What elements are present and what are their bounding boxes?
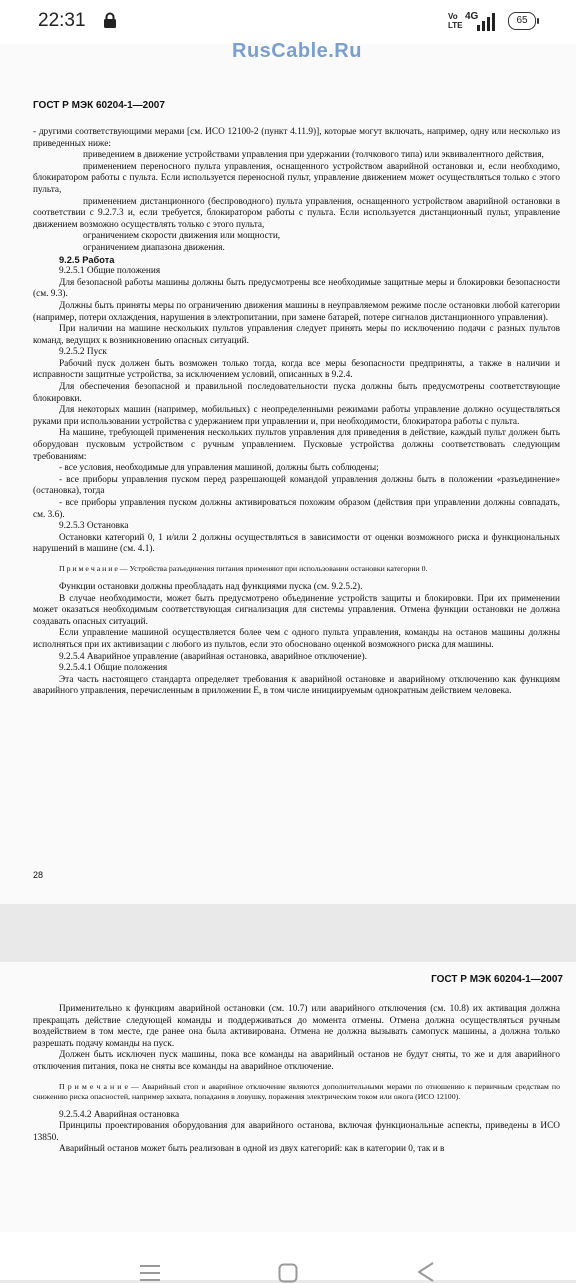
paragraph: Для некоторых машин (например, мобильных) с неопределенными режимами работы управление должно осуществляться руками при использовании устройства с удержанием при управлении и, при необходимости, блокиратора работы с пульта.: [33, 405, 560, 427]
document-body: [33, 1004, 560, 1156]
lock-icon: [103, 12, 117, 29]
paragraph: Функции остановки должны преобладать над функциями пуска (см. 9.2.5.2).: [59, 581, 363, 592]
paragraph: Рабочий пуск должен быть возможен только тогда, когда все меры безопасности предприняты, а также в наличии и исправности защитные устройства, за исключением условий, описанных в 9.2.4.: [33, 358, 560, 381]
paragraph: применением переносного пульта управления, оснащенного устройством аварийной остановки и, если необходимо, блокиратором работы с пульта. Если используется переносной пульт, управление движением может осуществляться только с этого пульта,: [33, 161, 560, 195]
home-icon[interactable]: [278, 1263, 298, 1283]
paragraph: 9.2.5.1 Общие положения: [59, 266, 161, 277]
paragraph: 9.2.5.2 Пуск: [59, 347, 107, 358]
battery-icon: [508, 12, 536, 30]
document-body: [33, 127, 560, 698]
paragraph: ограничением диапазона движения.: [83, 242, 225, 253]
section-heading: 9.2.5 Работа: [59, 254, 115, 265]
paragraph: Принципы проектирования оборудования для аварийного останова, включая функциональные аспекты, приведены в ИСО 13850.: [33, 1121, 560, 1143]
signal-icon: [476, 13, 498, 31]
paragraph: Остановки категорий 0, 1 и/или 2 должны осуществляться в зависимости от оценки возможного риска и функциональных нарушений в машине (см. 4.1).: [33, 532, 560, 555]
paragraph: Если управление машиной осуществляется более чем с одного пульта управления, команды на останов машины должны исполняться при их активизации с любого из пультов, если это обосновано оценкой возможного риска для машины.: [33, 628, 560, 650]
note-paragraph: П р и м е ч а н и е — Аварийный стоп и аварийное отключение являются дополнительными мерами по отношению к первичным средствам по снижению риска опасностей, например захвата, попадания в ловушку, поражения электрическим током или ожога (ИСО 12100).: [33, 1081, 560, 1101]
paragraph: 9.2.5.4 Аварийное управление (аварийная остановка, аварийное отключение).: [59, 651, 367, 662]
paragraph: Должны быть приняты меры по ограничению движения машины в неуправляемом режиме после остановки любой категории (например, потери охлаждения, нарушения в электропитании, при замене батарей, потере сигналов дистанционного управления).: [33, 300, 560, 323]
paragraph: - другими соответствующими мерами [см. ИСО 12100-2 (пункт 4.11.9)], которые могут включать, например, одну или несколько из приведенных ниже:: [33, 127, 560, 149]
paragraph: При наличии на машине нескольких пультов управления следует принять меры по исключению подачи с разных пультов команд, ведущих к возникновению опасных ситуаций.: [33, 324, 560, 346]
battery-level: 65: [516, 15, 528, 26]
page-number: 28: [33, 870, 44, 880]
paragraph: Аварийный останов может быть реализован в одной из двух категорий: как в категории 0, так и в: [59, 1144, 445, 1155]
paragraph: Должен быть исключен пуск машины, пока все команды на аварийный останов не будут сняты, то же и для аварийного отключения питания, пока не сняты все команды на аварийное отключение.: [33, 1050, 560, 1072]
status-bar: [0, 0, 576, 44]
paragraph: 9.2.5.4.1 Общие положения: [59, 663, 168, 674]
document-page-1: [0, 40, 576, 904]
paragraph: 9.2.5.3 Остановка: [59, 521, 129, 532]
paragraph: применением дистанционного (беспроводного) пульта управления, оснащенного устройством аварийной остановки в соответствии с 9.2.7.3 и, если требуется, блокиратором работы с пульта. Если используется дистанционный пульт, управление движением возможно осуществлять только с этого пульта,: [33, 196, 560, 230]
document-page-2: [0, 962, 576, 1232]
menu-icon[interactable]: [140, 1264, 160, 1282]
paragraph: ограничением скорости движения или мощности,: [83, 231, 281, 242]
volte-indicator: Vo LTE: [448, 12, 463, 30]
paragraph: На машине, требующей применения нескольких пультов управления для приведения в действие, каждый пульт должен быть оборудован пусковым устройством с ручным управлением. Пусковые устройства должны соответствовать следующим требованиям:: [33, 428, 560, 462]
paragraph: - все приборы управления пуском должны активироваться похожим образом (действия при управлении должны совпадать, см. 3.6).: [33, 498, 560, 520]
document-header: ГОСТ Р МЭК 60204-1—2007: [431, 974, 563, 985]
paragraph: - все условия, необходимые для управления машиной, должны быть соблюдены;: [59, 463, 379, 474]
paragraph: Для безопасной работы машины должны быть предусмотрены все необходимые защитные меры и блокировки безопасности (см. 9.3).: [33, 277, 560, 300]
watermark-logo: RusCable.Ru: [232, 40, 362, 62]
paragraph: Эта часть настоящего стандарта определяет требования к аварийной остановке и аварийному отключению как функциям аварийного управления, перечисленным в приложении Е, в том числе инициируемым однократным действием человека.: [33, 674, 560, 697]
note-paragraph: П р и м е ч а н и е — Устройства разъединения питания применяют при использовании остановки категории 0.: [59, 563, 428, 573]
document-header: ГОСТ Р МЭК 60204-1—2007: [33, 100, 165, 111]
paragraph: приведением в движение устройствами управления при удержании (толчкового типа) или эквивалентного действия,: [83, 150, 544, 161]
status-time: 22:31: [38, 10, 86, 31]
paragraph: Для обеспечения безопасной и правильной последовательности пуска должны быть предусмотрены соответствующие блокировки.: [33, 382, 560, 404]
paragraph: Применительно к функциям аварийной остановки (см. 10.7) или аварийного отключения (см. 10.8) их активация должна прекращать действие следующей команды и поддерживаться до момента отмены. Отмена должна осуществляться ручным воздействием в том месте, где ранее она была активирована. Отмена не должна вызывать самопуск машины, а должна только разрешать подачу команды на пуск.: [33, 1004, 560, 1049]
network-type: 4G: [465, 11, 479, 22]
paragraph: 9.2.5.4.2 Аварийная остановка: [59, 1109, 180, 1120]
paragraph: - все приборы управления пуском перед разрешающей командой управления должны быть в положении «разъединение» (остановка), тогда: [33, 474, 560, 497]
paragraph: В случае необходимости, может быть предусмотрено объединение устройств защиты и блокировки. При их применении может оказаться необходимым соответствующая сигнализация для системы управления. Отмена функции остановки не должна создавать опасных ситуаций.: [33, 593, 560, 627]
